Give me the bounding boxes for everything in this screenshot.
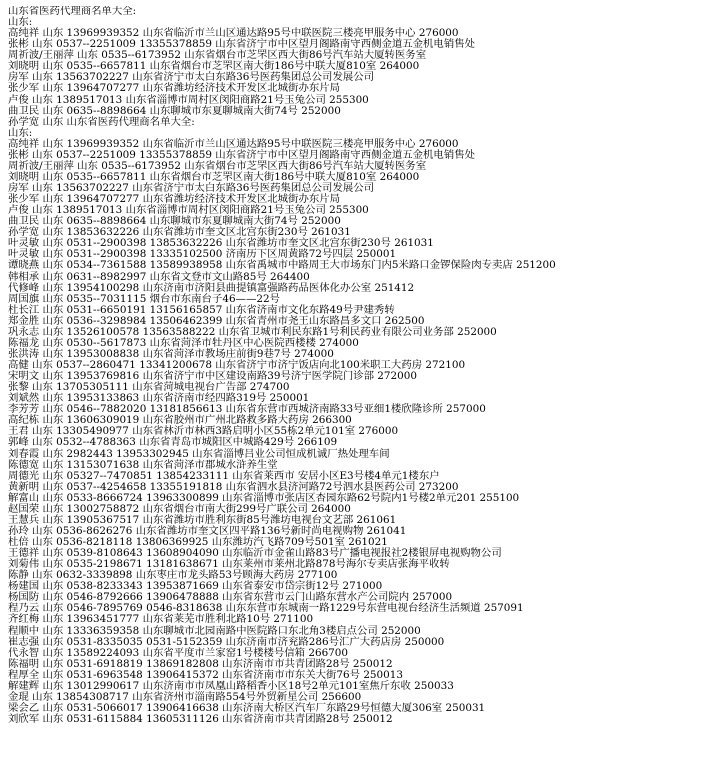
text-line: 曲卫民 山东 0635--8898664 山东聊城市东夏聊城南大街74号 252000: [8, 104, 341, 117]
text-line: 叶灵敏 山东 0531--2900398 13853632226 山东省潍坊市奎文区北宫东街230号 261031: [8, 237, 434, 250]
text-line: 周国旗 山东 0535--7031115 烟台市东南台子46——22号: [8, 292, 280, 305]
text-line: 卢俊 山东 1389517013 山东省淄博市周村区闵阳商路21号玉兔公司 255300: [8, 93, 369, 106]
text-line: 张黎 山东 13705305111 山东省菏城电视台广告部 274700: [8, 381, 290, 394]
text-line: 刘斌然 山东 13953133863 山东省济南市经四路319号 250001: [8, 392, 310, 405]
text-line: 解富山 山东 0533-8666724 13963300899 山东省淄博市张店区杏园东路62号院内1号楼2单元201 255100: [8, 491, 520, 504]
text-line: 王君 山东 13305490977 山东省林沂市林西3路启明小区55栋2单元101室 276000: [8, 425, 399, 438]
text-line: 周祈波/王丽萍 山东 0535--6173952 山东省烟台市芝罘区西大街86号汽车站大厦转医务室: [8, 49, 427, 62]
document-body: [8, 6, 699, 769]
text-line: 黄新明 山东 0537--4254658 13355191818 山东省泗水县济河路72号泗水县医药公司 273200: [8, 480, 459, 493]
text-line: 杨国防 山东 0546-8792666 13906478888 山东省东营市云门山路东营水产公司院内 257000: [8, 591, 453, 604]
text-line: 孙学宽 山东 13853632226 山东省潍坊市奎文区北宫东街230号 261031: [8, 226, 351, 239]
text-line: 高纪栋 山东 13606309019 山东省胶州市广州北路救多路大药房 266300: [8, 414, 352, 427]
text-line: 周德光 山东 05327--7470851 13854233111 山东省莱西市 安居小区E3号楼4单元1楼东户: [8, 469, 440, 482]
text-line: 宋明文 山东 13953769816 山东省济宁市中区建设南路39号济宁医学院门诊部 272000: [8, 370, 417, 383]
text-line: 高健 山东 0537--2860471 13341200678 山东省济宁市济宁饭店向北100米职工大药房 272100: [8, 359, 466, 371]
text-line: 张少军 山东 13964707277 山东省潍坊经济技术开发区北城街办东片局: [8, 82, 341, 95]
text-line: 代永智 山东 13589224093 山东省平度市兰家窑1号楼楼号信箱 266700: [8, 646, 349, 659]
text-line: 刘菊伟 山东 0535-2198671 13181638671 山东莱州市莱州北路878号海尔专卖店张海平收转: [8, 558, 450, 571]
text-line: 山东:: [8, 16, 33, 29]
text-line: 张少军 山东 13964707277 山东省潍坊经济技术开发区北城街办东片局: [8, 193, 341, 206]
text-line: 赵国荣 山东 13002758872 山东省烟台市南大街299号广联公司 264000: [8, 502, 351, 515]
text-line: 刘春霞 山东 2982443 13953302945 山东省淄博吕业公司恒成机诚厂热处理车间: [8, 447, 390, 460]
text-line: 陈德宽 山东 13153071638 山东省菏泽市郡城水浒养生堂: [8, 458, 278, 471]
text-line: 高纯祥 山东 13969939352 山东省临沂市兰山区通达路95号中联医院三楼亮甲服务中心 276000: [8, 137, 459, 150]
text-line: 刘欣军 山东 0531-6115884 13605311126 山东省济南市共青团路28号 250012: [8, 713, 393, 725]
text-line: 谭晓燕 山东 0534--7361588 13589938958 山东省禹城市中路周王大市场东门内5米路口金锣保险肉专卖店 251200: [8, 259, 556, 272]
text-line: 韩相承 山东 0631--8982997 山东省文登市文山路85号 264400: [8, 270, 310, 283]
text-line: 卢俊 山东 1389517013 山东省淄博市周村区闵阳商路21号玉兔公司 255300: [8, 204, 369, 217]
text-line: 杜倍 山东 0536-8218118 13806369925 山东潍坊汽飞路709号501室 261021: [8, 536, 388, 548]
text-line: 代修峰 山东 13954100298 山东济南市济阳县曲提镇富强路药品医体化办公室 251412: [8, 281, 415, 294]
text-line: 程乃云 山东 0546-7895769 0546-8318638 山东东营市东城南一路1229号东营电视台经济生活频道 257091: [8, 602, 524, 615]
text-line: 孙学宽 山东 山东省医药代理商名单大全:: [8, 115, 195, 128]
text-line: 杨建国 山东 0538-8233343 13953871669 山东省泰安市岱宗街12号 271000: [8, 580, 383, 593]
text-line: 张彬 山东 0537--2251009 13355378859 山东省济宁市中区望月阁路南守西侧金道五金机电销售处: [8, 148, 475, 161]
text-line: 张彬 山东 0537--2251009 13355378859 山东省济宁市中区望月阁路南守西侧金道五金机电销售处: [8, 38, 475, 51]
text-line: 郭峰 山东 0532--4788363 山东省青岛市城阳区中城路429号 266109: [8, 436, 338, 449]
text-line: 山东:: [8, 126, 33, 139]
text-line: 齐红梅 山东 13963451777 山东省莱芜市胜利北路10号 271100: [8, 613, 314, 626]
text-line: 陈静 山东 0632-3339898 山东枣庄市龙头路53号顾海大药房 277100: [8, 569, 338, 582]
text-line: 杜长江 山东 0531--6650191 13156165857 山东省济南市文化东路49号尹建秀转: [8, 303, 395, 316]
text-line: 梁会乙 山东 0531-5066017 13906416638 山东济南大桥区汽车厂东路29号恒德大厦306室 250031: [8, 701, 486, 714]
text-line: 高纯祥 山东 13969939352 山东省临沂市兰山区通达路95号中联医院三楼亮甲服务中心 276000: [8, 27, 459, 40]
text-line: 曲卫民 山东 0635--8898664 山东聊城市东夏聊城南大街74号 252000: [8, 215, 341, 228]
text-line: 房军 山东 13563702227 山东省济宁市太白东路36号医药集团总公司发展公司: [8, 182, 375, 194]
text-line: 孙玲 山东 0536-8626276 山东省潍坊市奎文区四平路136号新时尚电视购物 261041: [8, 524, 407, 537]
text-line: 叶灵敏 山东 0531--2900398 13335102500 济南历下区周黄路72号四层 250001: [8, 248, 397, 261]
text-line: 李芳芳 山东 0546--7882020 13181856613 山东省东营市西城济南路33号亚细1楼欣隆诊所 257000: [8, 403, 486, 416]
text-line: 刘晓明 山东 0535--6657811 山东省烟台市芝罘区南大街186号中联大厦810室 264000: [8, 60, 420, 73]
text-line: 解建辉 山东 13012990617 山东济南市市凤凰山路稻香小区18号2单元101室焦斤东收 250033: [8, 679, 454, 692]
text-line: 陈福明 山东 0531-6918819 13869182808 山东济南市市共青团路28号 250012: [8, 657, 393, 670]
text-line: 房军 山东 13563702227 山东省济宁市太白东路36号医药集团总公司发展公司: [8, 71, 375, 84]
text-line: 山东省医药代理商名单大全:: [8, 6, 137, 17]
text-line: 周祈波/王丽萍 山东 0535--6173952 山东省烟台市芝罘区西大街86号汽车站大厦转医务室: [8, 159, 427, 172]
text-line: 郑金胜 山东 0536--3298984 13506462399 山东省青州市尧王山东路昌多文口 262500: [8, 314, 425, 327]
text-line: 崔志强 山东 0531-8335035 0531-5152359 山东济南市济兖路286号汇广大药店房 250000: [8, 635, 445, 648]
text-line: 张洪涛 山东 13953008838 山东省菏泽市教场庄前街9巷7号 274000: [8, 347, 334, 360]
text-line: 程顺中 山东 13336359358 山东聊城市北园南路中医院路口东北角3楼启点公司 252000: [8, 624, 421, 637]
text-line: 程厚全 山东 0531-6963548 13906415372 山东省济南市市东关大街76号 250013: [8, 668, 403, 681]
text-line: 金琨 山东 13854308717 山东省济州市淄南路554号外贸新星公司 256600: [8, 690, 362, 703]
text-line: 王德祥 山东 0539-8108643 13608904090 山东临沂市金雀山路83号广播电视报社2楼银屏电视购物公司: [8, 547, 502, 560]
text-line: 刘晓明 山东 0535--6657811 山东省烟台市芝罘区南大街186号中联大厦810室 264000: [8, 170, 420, 183]
text-line: 陈福龙 山东 0530--5617873 山东省菏泽市牡丹区中心医院西楼楼 274000: [8, 336, 359, 349]
text-line: 巩永志 山东 13526100578 13563588222 山东省卫城市利民东路1号利民药业有限公司业务部 252000: [8, 325, 497, 338]
text-line: 王慧兵 山东 13905367517 山东省潍坊市胜利东街85号潍坊电视台文艺部 261061: [8, 513, 397, 526]
